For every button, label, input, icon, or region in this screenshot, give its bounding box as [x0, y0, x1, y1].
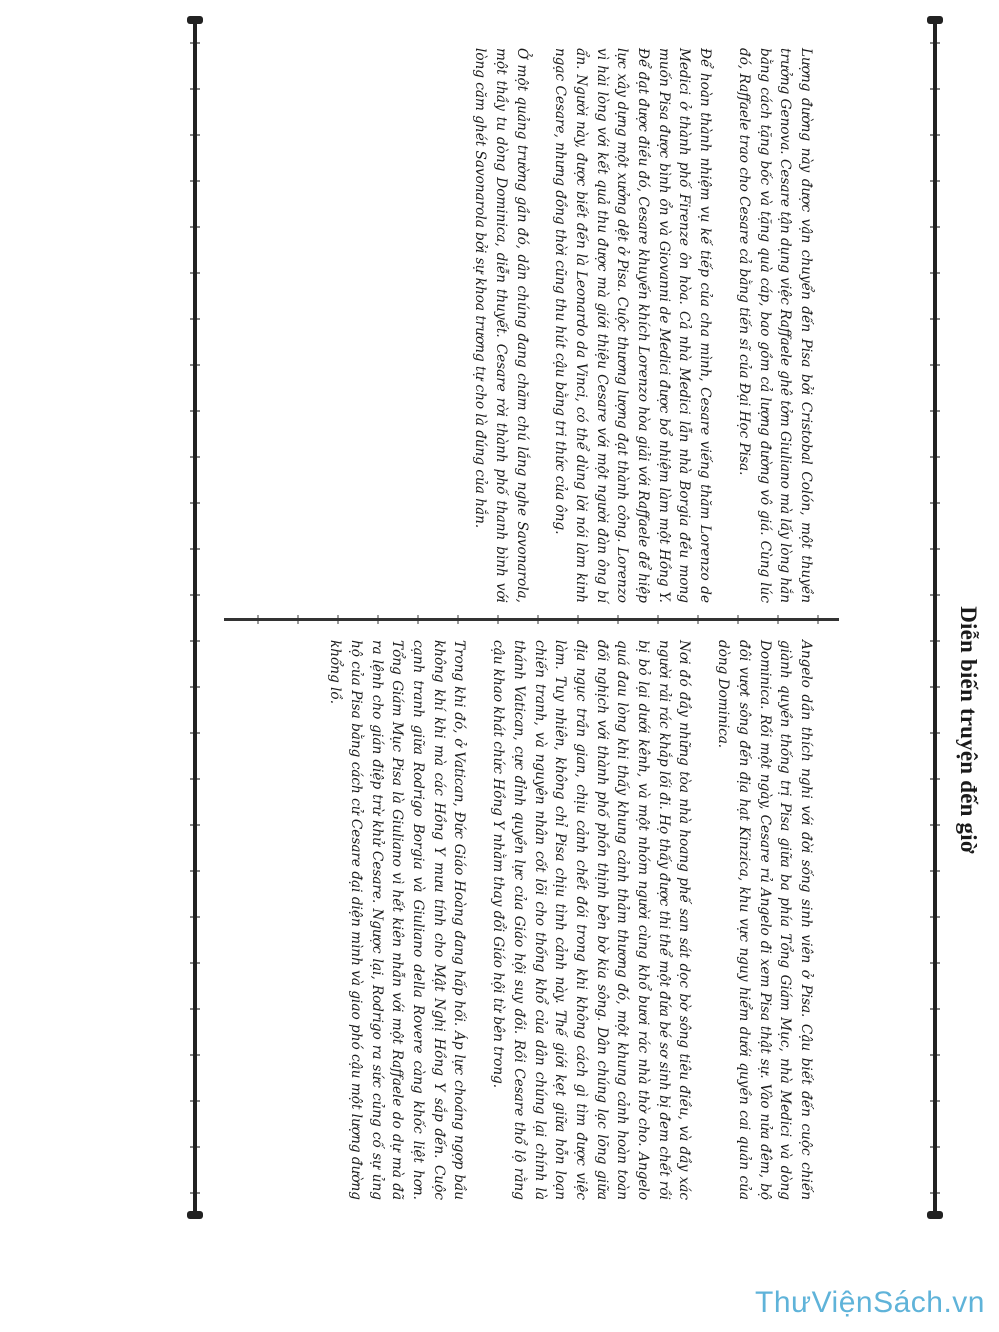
paragraph: Lượng đường này được vận chuyển đến Pisa bởi Cristobal Colón, một thuyền trưởng Genova. Cesare tận dụng việc Raffaele ghê tởm Giuliano mà lấy lòng hắn bằng cách tặng bốc và tặng quà cáp, bao gồm cả lượng đường vô giá. Cùng lúc đó, Raffaele trao cho Cesare cả bằng tiến sĩ của Đại Học Pisa. — [735, 48, 814, 603]
watermark-area — [0, 1272, 999, 1332]
left-column — [451, 48, 816, 603]
top-divider — [933, 20, 937, 1215]
divider-end-ornament — [187, 1211, 203, 1219]
column-divider — [224, 618, 839, 621]
right-column — [307, 640, 816, 1200]
paragraph: Ở một quảng trường gần đó, dân chúng đang chăm chú lắng nghe Savonarola, một thầy tu dòng Dominica, diễn thuyết. Cesare rời thành phố thanh bình với lòng căm ghét Savonarola bởi sự khoa trương tự cho là đúng của hắn. — [472, 48, 530, 603]
page-title: Diễn biến truyện đến giờ — [956, 606, 981, 854]
divider-end-ornament — [927, 16, 943, 24]
paragraph: Nơi đó đầy những tòa nhà hoang phế san sát dọc bờ sông tiêu điều, và đầy xác người rải rác khắp lối đi. Họ thấy được thi thể một đứa bé sơ sinh bị đem chết rồi bị bỏ lại dưới kênh, và một nhóm người cùng khổ bươi rác nhà thờ cho. Angelo quá đau lòng khi thấy khung cảnh thảm thương đó, một khung cảnh hoàn toàn đối nghịch với thành phố phồn thịnh bên bờ kia sông. Dân chúng lạc lõng giữa địa ngục trần gian, chịu cảnh chết đói trong khi không cách gì tìm được việc làm. Tuy nhiên, không chỉ Pisa chịu tình cảnh này. Thế giới kẹt giữa hỗn loạn chiến tranh, và nguyên nhân cốt lõi cho thống khổ của dân chúng lại chính là thánh Vatican, cực đỉnh quyền lực của Giáo hội suy đồi. Rồi Cesare thổ lộ rằng cậu khao khát chức Hồng Y nhằm thay đổi Giáo hội từ bên trong. — [490, 640, 693, 1200]
divider-end-ornament — [187, 16, 203, 24]
paragraph: Trong khi đó, ở Vatican, Đức Giáo Hoàng đang hấp hối. Áp lực choáng ngợp bầu không khí khi mà các Hồng Y mưu tính cho Mật Nghị Hồng Y sắp đến. Cuộc cạnh tranh giữa Rodrigo Borgia và Giuliano della Rovere càng khốc liệt hơn. Tổng Giám Mục Pisa là Giuliano vì hết kiên nhẫn với một Raffaele do dự mà đã ra lệnh cho gián điệp trừ khử Cesare. Ngược lại, Rodrigo ra sức củng cố sự ủng hộ của Pisa bằng cách cử Cesare đại diện mình và giao phó cậu một lượng đường khổng lồ. — [327, 640, 468, 1200]
paragraph: Angelo dần thích nghi với đời sống sinh viên ở Pisa. Cậu biết đến cuộc chiến giành quyền thống trị Pisa giữa ba phía Tổng Giám Mục, nhà Medici và dòng Dominica. Rồi một ngày, Cesare rủ Angelo đi xem Pisa thật sự. Vào nửa đêm, bộ đôi vượt sông đến địa hạt Kinzica, khu vực nguy hiểm dưới quyền cai quản của dòng Dominica. — [715, 640, 814, 1200]
divider-end-ornament — [927, 1211, 943, 1219]
paragraph: Để hoàn thành nhiệm vụ kế tiếp của cha mình, Cesare viếng thăm Lorenzo de Medici ở thành phố Firenze ôn hòa. Cả nhà Medici lẫn nhà Borgia đều mong muốn Pisa được bình ổn và Giovanni de Medici được bổ nhiệm làm một Hồng Y. Để đạt được điều đó, Cesare khuyến khích Lorenzo hòa giải với Raffaele để hiệp lực xây dựng một xưởng dệt ở Pisa. Cuộc thương lượng đạt thành công. Lorenzo vì hài lòng với kết quả thu được mà giới thiệu Cesare với một người đàn ông bí ẩn. Người này, được biết đến là Leonardo da Vinci, có thể dùng lời nói làm kinh ngạc Cesare, nhưng đồng thời cũng thu hút cậu bằng tri thức của ông. — [552, 48, 714, 603]
watermark-logo: ThưViệnSách.vn — [755, 1286, 985, 1319]
bottom-divider — [193, 20, 197, 1215]
